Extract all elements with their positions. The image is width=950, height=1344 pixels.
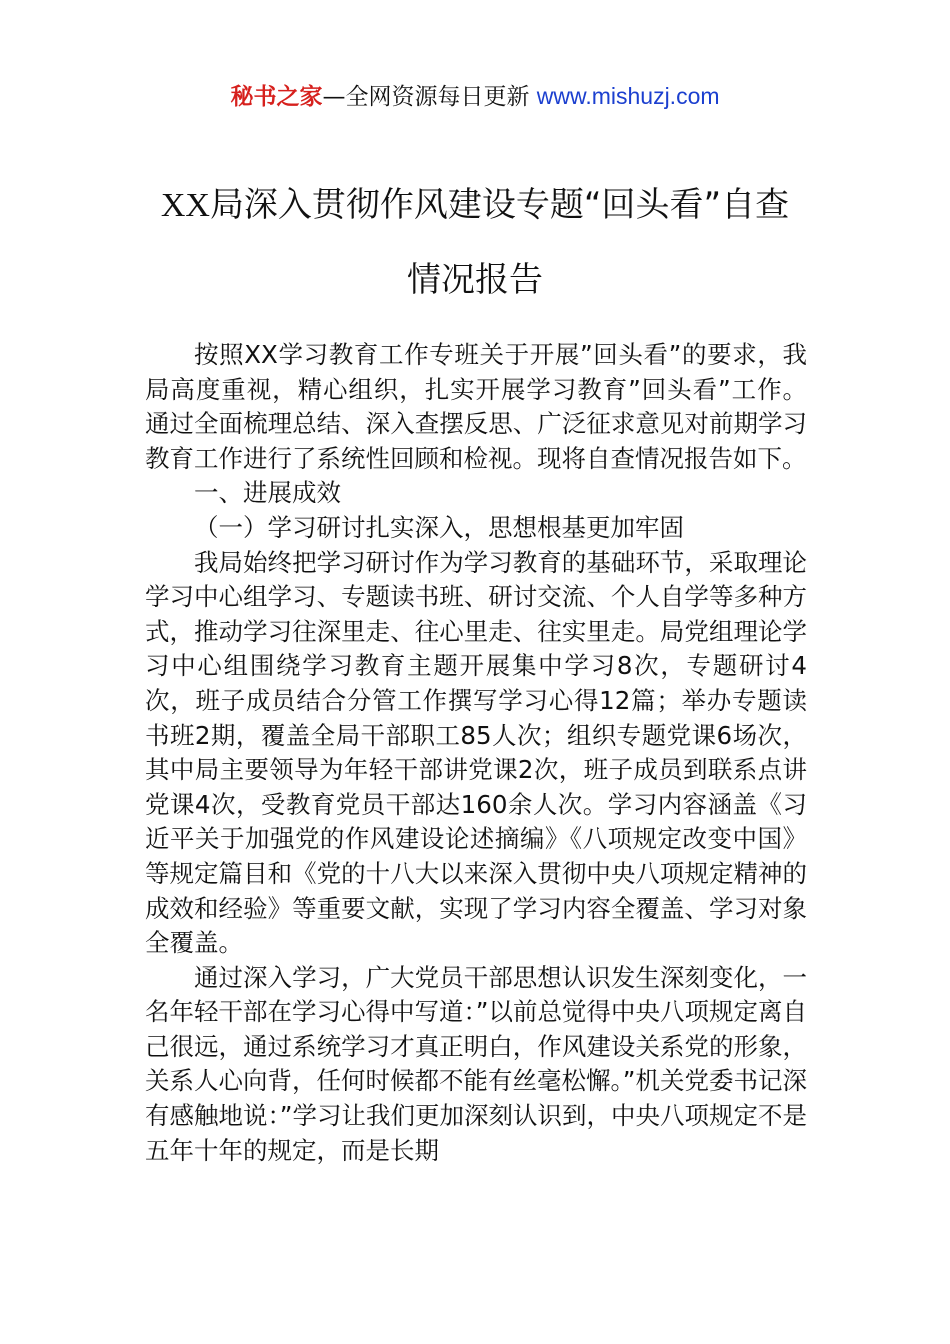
intro-paragraph: 按照XX学习教育工作专班关于开展”回头看”的要求，我局高度重视，精心组织，扎实开展学习教育”回头看”工作。通过全面梳理总结、深入查摆反思、广泛征求意见对前期学习教育工作进行了系统性回顾和检视。现将自查情况报告如下。 — [145, 340, 807, 473]
site-header — [0, 80, 950, 113]
site-tagline: —全网资源每日更新 — [322, 84, 530, 110]
document-body — [145, 338, 807, 1168]
body-paragraph: 通过深入学习，广大党员干部思想认识发生深刻变化，一名年轻干部在学习心得中写道：”以前总觉得中央八项规定离自己很远，通过系统学习才真正明白，作风建设关系党的形象，关系人心向背，任何时候都不能有丝毫松懈。”机关党委书记深有感触地说：”学习让我们更加深刻认识到，中央八项规定不是五年十年的规定，而是长期 — [145, 962, 807, 1165]
body-paragraph: 我局始终把学习研讨作为学习教育的基础环节，采取理论学习中心组学习、专题读书班、研讨交流、个人自学等多种方式，推动学习往深里走、往心里走、往实里走。局党组理论学习中心组围绕学习教育主题开展集中学习8次，专题研讨4次，班子成员结合分管工作撰写学习心得12篇；举办专题读书班2期，覆盖全局干部职工85人次；组织专题党课6场次，其中局主要领导为年轻干部讲党课2次，班子成员到联系点讲党课4次，受教育党员干部达160余人次。学习内容涵盖《习近平关于加强党的作风建设论述摘编》《八项规定改变中国》等规定篇目和《党的十八大以来深入贯彻中央八项规定精神的成效和经验》等重要文献，实现了学习内容全覆盖、学习对象全覆盖。 — [145, 547, 807, 958]
title-text: 局深入贯彻作风建设专题“回头看”自查情况报告 — [209, 185, 790, 300]
site-brand: 秘书之家 — [230, 84, 323, 110]
document-title — [145, 168, 805, 317]
title-prefix: XX — [160, 187, 210, 224]
section-heading: 一、进展成效 — [194, 478, 341, 508]
site-url[interactable]: www.mishuzj.com — [536, 83, 720, 109]
subsection-heading: （一）学习研讨扎实深入，思想根基更加牢固 — [194, 512, 684, 542]
